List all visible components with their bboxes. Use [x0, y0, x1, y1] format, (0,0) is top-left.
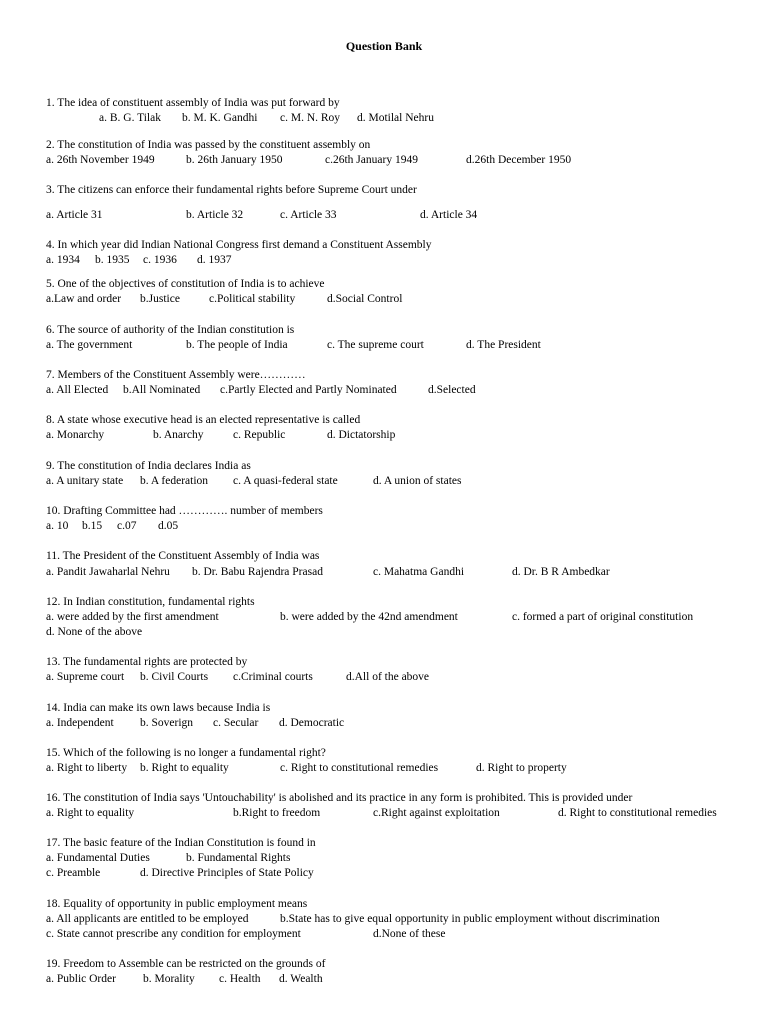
- question-13: 13. The fundamental rights are protected by: [46, 656, 248, 668]
- question-10: 10. Drafting Committee had …………. number of members: [46, 505, 323, 517]
- q15-option-a: a. Right to liberty: [46, 762, 128, 774]
- q10-option-d: d.05: [158, 520, 179, 532]
- q3-option-d: d. Article 34: [420, 209, 478, 221]
- q18-option-a: a. All applicants are entitled to be employed: [46, 913, 249, 925]
- q12-option-c: c. formed a part of original constitution: [512, 611, 694, 623]
- q13-option-d: d.All of the above: [346, 671, 430, 683]
- q17-option-c: c. Preamble: [46, 867, 101, 879]
- q13-option-b: b. Civil Courts: [140, 671, 209, 683]
- q9-option-a: a. A unitary state: [46, 475, 124, 487]
- q1-option-a: a. B. G. Tilak: [99, 112, 161, 124]
- q16-option-a: a. Right to equality: [46, 807, 135, 819]
- q19-option-c: c. Health: [219, 973, 261, 985]
- question-14: 14. India can make its own laws because India is: [46, 702, 271, 714]
- question-5: 5. One of the objectives of constitution of India is to achieve: [46, 278, 325, 290]
- q14-option-c: c. Secular: [213, 717, 259, 729]
- q16-option-c: c.Right against exploitation: [373, 807, 500, 819]
- question-17: 17. The basic feature of the Indian Constitution is found in: [46, 837, 316, 849]
- question-8: 8. A state whose executive head is an elected representative is called: [46, 414, 361, 426]
- q2-option-d: d.26th December 1950: [466, 154, 572, 166]
- q4-option-c: c. 1936: [143, 254, 177, 266]
- q6-option-c: c. The supreme court: [327, 339, 424, 351]
- question-3: 3. The citizens can enforce their fundamental rights before Supreme Court under: [46, 184, 417, 196]
- q2-option-a: a. 26th November 1949: [46, 154, 155, 166]
- question-16: 16. The constitution of India says 'Untouchability' is abolished and its practice in any form is prohibited. This is provided under: [46, 792, 633, 804]
- q14-option-d: d. Democratic: [279, 717, 345, 729]
- q13-option-a: a. Supreme court: [46, 671, 125, 683]
- question-1: 1. The idea of constituent assembly of India was put forward by: [46, 97, 340, 109]
- q8-option-d: d. Dictatorship: [327, 429, 396, 441]
- question-2: 2. The constitution of India was passed by the constituent assembly on: [46, 139, 371, 151]
- q5-option-d: d.Social Control: [327, 293, 403, 305]
- page-title: Question Bank: [345, 39, 423, 53]
- q4-option-a: a. 1934: [46, 254, 80, 266]
- q18-option-c: c. State cannot prescribe any condition for employment: [46, 928, 301, 940]
- question-9: 9. The constitution of India declares India as: [46, 460, 251, 472]
- q12-option-a: a. were added by the first amendment: [46, 611, 219, 623]
- q9-option-b: b. A federation: [140, 475, 209, 487]
- q11-option-c: c. Mahatma Gandhi: [373, 566, 465, 578]
- q3-option-c: c. Article 33: [280, 209, 337, 221]
- q8-option-c: c. Republic: [233, 429, 286, 441]
- question-4: 4. In which year did Indian National Congress first demand a Constituent Assembly: [46, 239, 432, 251]
- q9-option-c: c. A quasi-federal state: [233, 475, 338, 487]
- q19-option-a: a. Public Order: [46, 973, 116, 985]
- q8-option-b: b. Anarchy: [153, 429, 204, 441]
- q16-option-b: b.Right to freedom: [233, 807, 321, 819]
- q7-option-d: d.Selected: [428, 384, 476, 396]
- question-12: 12. In Indian constitution, fundamental rights: [46, 596, 255, 608]
- q2-option-c: c.26th January 1949: [325, 154, 418, 166]
- q12-option-b: b. were added by the 42nd amendment: [280, 611, 458, 623]
- q18-option-d: d.None of these: [373, 928, 446, 940]
- q13-option-c: c.Criminal courts: [233, 671, 313, 683]
- q7-option-b: b.All Nominated: [123, 384, 201, 396]
- q16-option-d: d. Right to constitutional remedies: [558, 807, 717, 819]
- q11-option-a: a. Pandit Jawaharlal Nehru: [46, 566, 170, 578]
- q10-option-b: b.15: [82, 520, 103, 532]
- q17-option-a: a. Fundamental Duties: [46, 852, 150, 864]
- q5-option-a: a.Law and order: [46, 293, 122, 305]
- q5-option-b: b.Justice: [140, 293, 180, 305]
- q17-option-d: d. Directive Principles of State Policy: [140, 867, 314, 879]
- q15-option-d: d. Right to property: [476, 762, 567, 774]
- question-11: 11. The President of the Constituent Assembly of India was: [46, 550, 320, 562]
- q8-option-a: a. Monarchy: [46, 429, 105, 441]
- q5-option-c: c.Political stability: [209, 293, 296, 305]
- q10-option-a: a. 10: [46, 520, 69, 532]
- q17-option-b: b. Fundamental Rights: [186, 852, 291, 864]
- q6-option-b: b. The people of India: [186, 339, 288, 351]
- question-15: 15. Which of the following is no longer a fundamental right?: [46, 747, 326, 759]
- question-6: 6. The source of authority of the Indian constitution is: [46, 324, 295, 336]
- q19-option-d: d. Wealth: [279, 973, 323, 985]
- q14-option-a: a. Independent: [46, 717, 114, 729]
- q19-option-b: b. Morality: [143, 973, 195, 985]
- question-7: 7. Members of the Constituent Assembly were…………: [46, 369, 306, 381]
- q1-option-b: b. M. K. Gandhi: [182, 112, 258, 124]
- q2-option-b: b. 26th January 1950: [186, 154, 283, 166]
- q15-option-b: b. Right to equality: [140, 762, 229, 774]
- question-19: 19. Freedom to Assemble can be restricted on the grounds of: [46, 958, 326, 970]
- q12-option-d: d. None of the above: [46, 626, 143, 638]
- q10-option-c: c.07: [117, 520, 137, 532]
- q1-option-d: d. Motilal Nehru: [357, 112, 434, 124]
- q3-option-a: a. Article 31: [46, 209, 103, 221]
- q1-option-c: c. M. N. Roy: [280, 112, 341, 124]
- q18-option-b: b.State has to give equal opportunity in public employment without discrimination: [280, 913, 660, 925]
- q4-option-b: b. 1935: [95, 254, 130, 266]
- q4-option-d: d. 1937: [197, 254, 232, 266]
- q9-option-d: d. A union of states: [373, 475, 462, 487]
- q7-option-c: c.Partly Elected and Partly Nominated: [220, 384, 397, 396]
- q11-option-b: b. Dr. Babu Rajendra Prasad: [192, 566, 323, 578]
- q6-option-a: a. The government: [46, 339, 133, 351]
- q11-option-d: d. Dr. B R Ambedkar: [512, 566, 610, 578]
- q15-option-c: c. Right to constitutional remedies: [280, 762, 439, 774]
- q3-option-b: b. Article 32: [186, 209, 244, 221]
- q14-option-b: b. Soverign: [140, 717, 194, 729]
- q7-option-a: a. All Elected: [46, 384, 109, 396]
- question-18: 18. Equality of opportunity in public employment means: [46, 898, 308, 910]
- q6-option-d: d. The President: [466, 339, 541, 351]
